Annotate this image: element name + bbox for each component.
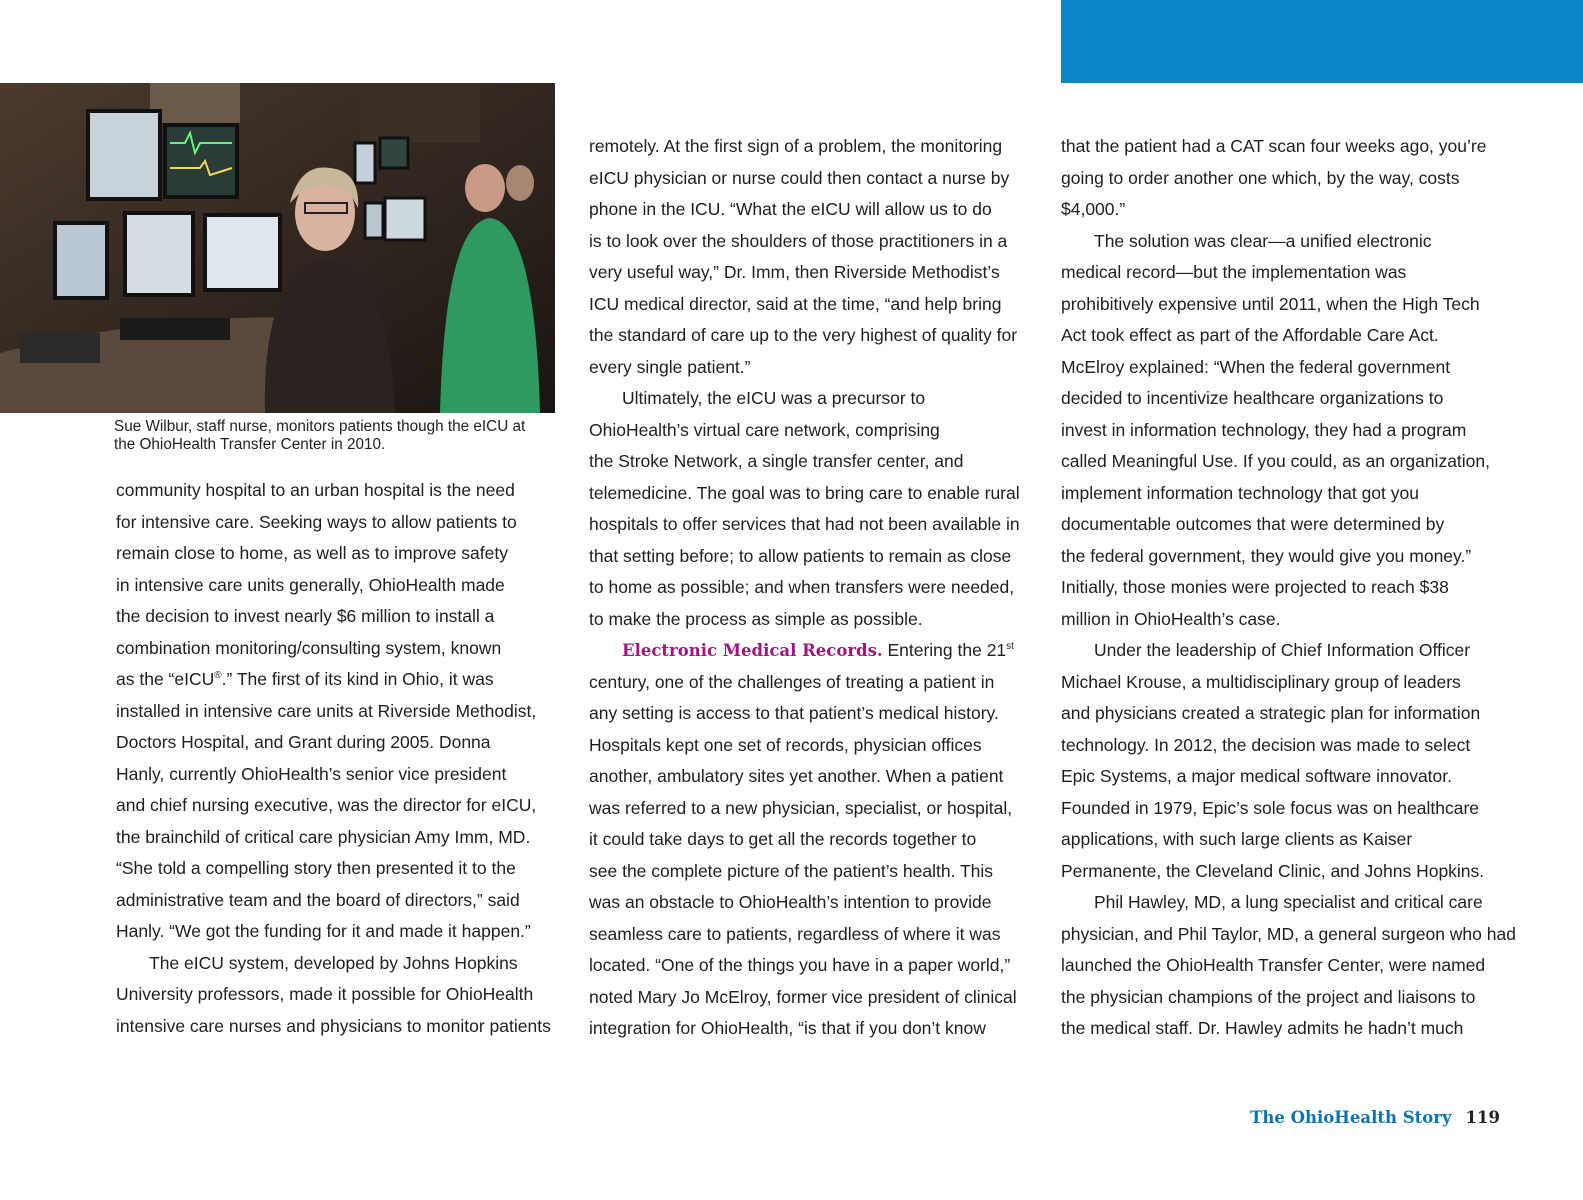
paragraph bbox=[589, 635, 1039, 1045]
text-line: seamless care to patients, regardless of where it was bbox=[589, 923, 1001, 944]
paragraph bbox=[1061, 635, 1511, 887]
page-number: 119 bbox=[1465, 1108, 1500, 1127]
text-line: and chief nursing executive, was the director for eICU, bbox=[116, 795, 537, 815]
photo-icon bbox=[0, 83, 555, 413]
text-line: medical record—but the implementation was bbox=[1061, 262, 1407, 282]
registered-mark: ® bbox=[214, 670, 222, 681]
text-line: is to look over the shoulders of those practitioners in a bbox=[589, 230, 1008, 251]
text-line: that setting before; to allow patients to remain as close bbox=[589, 545, 1012, 566]
text-line: any setting is access to that patient’s medical history. bbox=[589, 703, 999, 723]
text-line: remotely. At the first sign of a problem, the monitoring bbox=[589, 136, 1003, 156]
text-line: Hospitals kept one set of records, physician offices bbox=[589, 734, 982, 755]
text-line: prohibitively expensive until 2011, when the High Tech bbox=[1061, 293, 1480, 314]
eicu-text-b: .” The first of its kind in Ohio, it was bbox=[221, 669, 494, 689]
paragraph bbox=[1061, 131, 1511, 226]
text-line: see the complete picture of the patient’s health. This bbox=[589, 860, 994, 881]
text-line: The solution was clear—a unified electronic bbox=[1094, 230, 1432, 251]
text-line: in intensive care units generally, OhioHealth made bbox=[116, 574, 505, 595]
paragraph bbox=[589, 131, 1039, 383]
text-line: it could take days to get all the records together to bbox=[589, 829, 977, 849]
text-line: noted Mary Jo McElroy, former vice president of clinical bbox=[589, 986, 1017, 1007]
text-line: ICU medical director, said at the time, “and help bring bbox=[589, 293, 1002, 314]
text-line: technology. In 2012, the decision was made to select bbox=[1061, 734, 1471, 755]
text-line: physician, and Phil Taylor, MD, a general surgeon who had bbox=[1061, 923, 1516, 944]
text-line: launched the OhioHealth Transfer Center, were named bbox=[1061, 955, 1486, 975]
text-line: The eICU system, developed by Johns Hopkins bbox=[149, 952, 518, 973]
text-line: McElroy explained: “When the federal government bbox=[1061, 356, 1451, 377]
ordinal-sup: st bbox=[1006, 641, 1014, 652]
text-line: eICU physician or nurse could then contact a nurse by bbox=[589, 167, 1010, 188]
text-line: decided to incentivize healthcare organizations to bbox=[1061, 388, 1444, 408]
text-line: the physician champions of the project and liaisons to bbox=[1061, 986, 1476, 1007]
photo-caption bbox=[114, 418, 559, 454]
text-line: OhioHealth’s virtual care network, comprising bbox=[589, 419, 940, 440]
text-line: integration for OhioHealth, “is that if you don’t know bbox=[589, 1018, 986, 1038]
text-line: century, one of the challenges of treating a patient in bbox=[589, 671, 995, 692]
text-line: million in OhioHealth’s case. bbox=[1061, 608, 1281, 629]
text-line: combination monitoring/consulting system, known bbox=[116, 637, 502, 658]
text-line: the Stroke Network, a single transfer center, and bbox=[589, 451, 964, 471]
paragraph bbox=[1061, 887, 1516, 1045]
text-line: Michael Krouse, a multidisciplinary group of leaders bbox=[1061, 671, 1461, 692]
text-line: to make the process as simple as possible. bbox=[589, 608, 923, 629]
text-line: Epic Systems, a major medical software innovator. bbox=[1061, 766, 1452, 786]
paragraph bbox=[1061, 226, 1511, 636]
text-line: every single patient.” bbox=[589, 356, 751, 377]
paragraph bbox=[589, 383, 1039, 635]
caption-line: the OhioHealth Transfer Center in 2010. bbox=[114, 436, 386, 453]
text-line: Ultimately, the eICU was a precursor to bbox=[622, 388, 926, 408]
text-line: “She told a compelling story then presented it to the bbox=[116, 858, 516, 878]
paragraph bbox=[116, 475, 566, 948]
text-line: Phil Hawley, MD, a lung specialist and critical care bbox=[1094, 892, 1483, 912]
text-line: that the patient had a CAT scan four weeks ago, you’re bbox=[1061, 136, 1487, 156]
text-line: $4,000.” bbox=[1061, 199, 1126, 219]
text-line: to home as possible; and when transfers were needed, bbox=[589, 577, 1015, 597]
text-line: Hanly. “We got the funding for it and made it happen.” bbox=[116, 921, 531, 941]
text-line: telemedicine. The goal was to bring care to enable rural bbox=[589, 482, 1020, 503]
book-title: The OhioHealth Story bbox=[1250, 1108, 1452, 1127]
blue-header-band bbox=[1061, 0, 1583, 83]
paragraph bbox=[116, 948, 566, 1043]
text-line: called Meaningful Use. If you could, as an organization, bbox=[1061, 451, 1491, 471]
text-line: located. “One of the things you have in a paper world,” bbox=[589, 955, 1011, 975]
text-column-2 bbox=[589, 131, 1039, 1045]
text-line: Initially, those monies were projected to reach $38 bbox=[1061, 577, 1449, 597]
text-line: the standard of care up to the very highest of quality for bbox=[589, 325, 1018, 345]
text-line: Under the leadership of Chief Information Officer bbox=[1094, 640, 1471, 660]
text-line: implement information technology that got you bbox=[1061, 482, 1419, 503]
text-line: intensive care nurses and physicians to monitor patients bbox=[116, 1015, 551, 1036]
text-line: another, ambulatory sites yet another. When a patient bbox=[589, 766, 1004, 786]
section-heading: Electronic Medical Records. bbox=[622, 641, 883, 660]
text-line: documentable outcomes that were determined by bbox=[1061, 514, 1445, 534]
text-line: Permanente, the Cleveland Clinic, and Johns Hopkins. bbox=[1061, 860, 1485, 881]
text-line: for intensive care. Seeking ways to allow patients to bbox=[116, 511, 517, 532]
text-line bbox=[116, 664, 566, 696]
text-line: Act took effect as part of the Affordable Care Act. bbox=[1061, 325, 1439, 345]
text-line bbox=[589, 635, 1039, 667]
text-column-1 bbox=[116, 475, 566, 1042]
caption-line: Sue Wilbur, staff nurse, monitors patients though the eICU at bbox=[114, 418, 526, 435]
text-line: the federal government, they would give you money.” bbox=[1061, 545, 1472, 566]
text-line: phone in the ICU. “What the eICU will allow us to do bbox=[589, 199, 992, 219]
text-line: community hospital to an urban hospital is the need bbox=[116, 480, 515, 500]
text-column-3 bbox=[1061, 131, 1516, 1045]
text-line: the decision to invest nearly $6 million to install a bbox=[116, 606, 495, 626]
text-line: the medical staff. Dr. Hawley admits he hadn’t much bbox=[1061, 1018, 1464, 1038]
text-line: applications, with such large clients as Kaiser bbox=[1061, 829, 1413, 849]
text-line: was an obstacle to OhioHealth’s intention to provide bbox=[589, 892, 992, 912]
text-line: administrative team and the board of directors,” said bbox=[116, 889, 520, 910]
text-line: Founded in 1979, Epic’s sole focus was on healthcare bbox=[1061, 797, 1480, 818]
text-line: and physicians created a strategic plan for information bbox=[1061, 703, 1481, 723]
text-line: Hanly, currently OhioHealth’s senior vice president bbox=[116, 763, 507, 784]
eicu-text-a: as the “eICU bbox=[116, 669, 215, 689]
text-line: installed in intensive care units at Riverside Methodist, bbox=[116, 700, 537, 721]
text-line: very useful way,” Dr. Imm, then Riverside Methodist’s bbox=[589, 262, 1000, 282]
text-line: was referred to a new physician, specialist, or hospital, bbox=[589, 797, 1013, 818]
text-line: going to order another one which, by the way, costs bbox=[1061, 167, 1460, 188]
text-line: the brainchild of critical care physician Amy Imm, MD. bbox=[116, 826, 531, 847]
nurse-monitoring-photo bbox=[0, 83, 555, 413]
text-line: invest in information technology, they had a program bbox=[1061, 419, 1467, 440]
text-line: University professors, made it possible for OhioHealth bbox=[116, 984, 534, 1004]
heading-tail: Entering the 21 bbox=[882, 640, 1007, 660]
text-line: remain close to home, as well as to improve safety bbox=[116, 543, 508, 563]
text-line: Doctors Hospital, and Grant during 2005. Donna bbox=[116, 732, 491, 752]
text-line: hospitals to offer services that had not been available in bbox=[589, 514, 1020, 534]
page-footer bbox=[1100, 1108, 1500, 1127]
